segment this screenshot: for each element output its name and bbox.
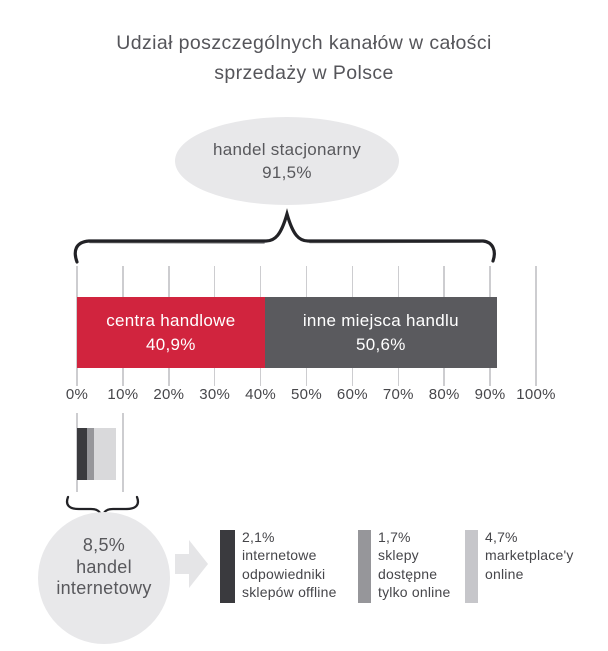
legend-item-1 — [358, 528, 450, 603]
axis-tick-label-7: 70% — [382, 386, 414, 403]
legend-value-2: 4,7% — [485, 529, 518, 545]
online-trade-bubble — [38, 512, 170, 644]
legend-swatch-2 — [465, 530, 478, 603]
online-bar-segment-1 — [87, 428, 95, 480]
legend-line-0-0: internetowe — [242, 547, 317, 564]
stationary-trade-value: 91,5% — [262, 163, 312, 182]
stationary-brace — [60, 205, 510, 267]
legend-line-0-1: odpowiedniki — [242, 565, 326, 582]
main-bar-segment-value: 40,9% — [146, 334, 196, 354]
legend-value-1: 1,7% — [378, 529, 411, 545]
axis-tick-label-8: 80% — [428, 386, 460, 403]
legend-line-2-1: online — [485, 565, 524, 582]
page-title — [0, 28, 608, 88]
arrow-right-icon — [175, 539, 210, 589]
main-bar-segment-value: 50,6% — [355, 334, 406, 354]
legend-item-0 — [220, 528, 337, 603]
legend-text-2 — [485, 528, 574, 603]
axis-tick-label-0: 0% — [65, 386, 89, 403]
online-gridline-10 — [122, 413, 124, 492]
main-bar-segment-label: centra handlowe — [106, 310, 236, 330]
legend-text-1 — [378, 528, 450, 603]
axis-tick-label-4: 40% — [245, 386, 277, 403]
page-title-line2: sprzedaży w Polsce — [214, 62, 394, 84]
axis-tick-label-10: 100% — [516, 386, 556, 403]
online-bar-segment-0 — [77, 428, 87, 480]
legend-line-2-0: marketplace'y — [485, 547, 574, 564]
legend-line-1-2: tylko online — [378, 583, 451, 600]
brace-sketch-path — [90, 242, 480, 243]
legend-line-1-0: sklepy — [378, 547, 419, 564]
legend-line-0-2: sklepów offline — [242, 583, 337, 600]
axis-tick-label-6: 60% — [336, 386, 368, 403]
page-title-line1: Udział poszczególnych kanałów w całości — [116, 32, 492, 54]
legend-swatch-1 — [358, 530, 371, 603]
online-trade-value: 8,5% — [82, 535, 126, 555]
legend-value-0: 2,1% — [242, 529, 275, 545]
main-stacked-bar — [77, 297, 497, 368]
main-bar-segment-1 — [265, 297, 497, 368]
gridline-10 — [535, 266, 537, 386]
brace-path — [75, 214, 494, 262]
legend-item-2 — [465, 528, 574, 603]
online-trade-label-line1: handel — [76, 556, 132, 577]
axis-tick-label-9: 90% — [474, 386, 506, 403]
legend-line-1-1: dostępne — [378, 565, 438, 582]
stationary-trade-bubble — [175, 117, 399, 205]
axis-tick-label-2: 20% — [153, 386, 185, 403]
online-bar-segment-2 — [94, 428, 116, 480]
online-stacked-bar — [77, 428, 116, 480]
legend-swatch-0 — [220, 530, 235, 603]
axis-tick-label-5: 50% — [291, 386, 322, 403]
axis-tick-label-3: 30% — [199, 386, 231, 403]
arrow-right-shape — [175, 540, 208, 588]
stationary-trade-label: handel stacjonarny — [212, 140, 362, 159]
axis-tick-label-1: 10% — [107, 386, 139, 403]
legend-text-0 — [242, 528, 337, 603]
main-bar-segment-0 — [77, 297, 265, 368]
online-trade-label-line2: internetowy — [56, 578, 152, 598]
main-bar-segment-label: inne miejsca handlu — [302, 310, 459, 330]
